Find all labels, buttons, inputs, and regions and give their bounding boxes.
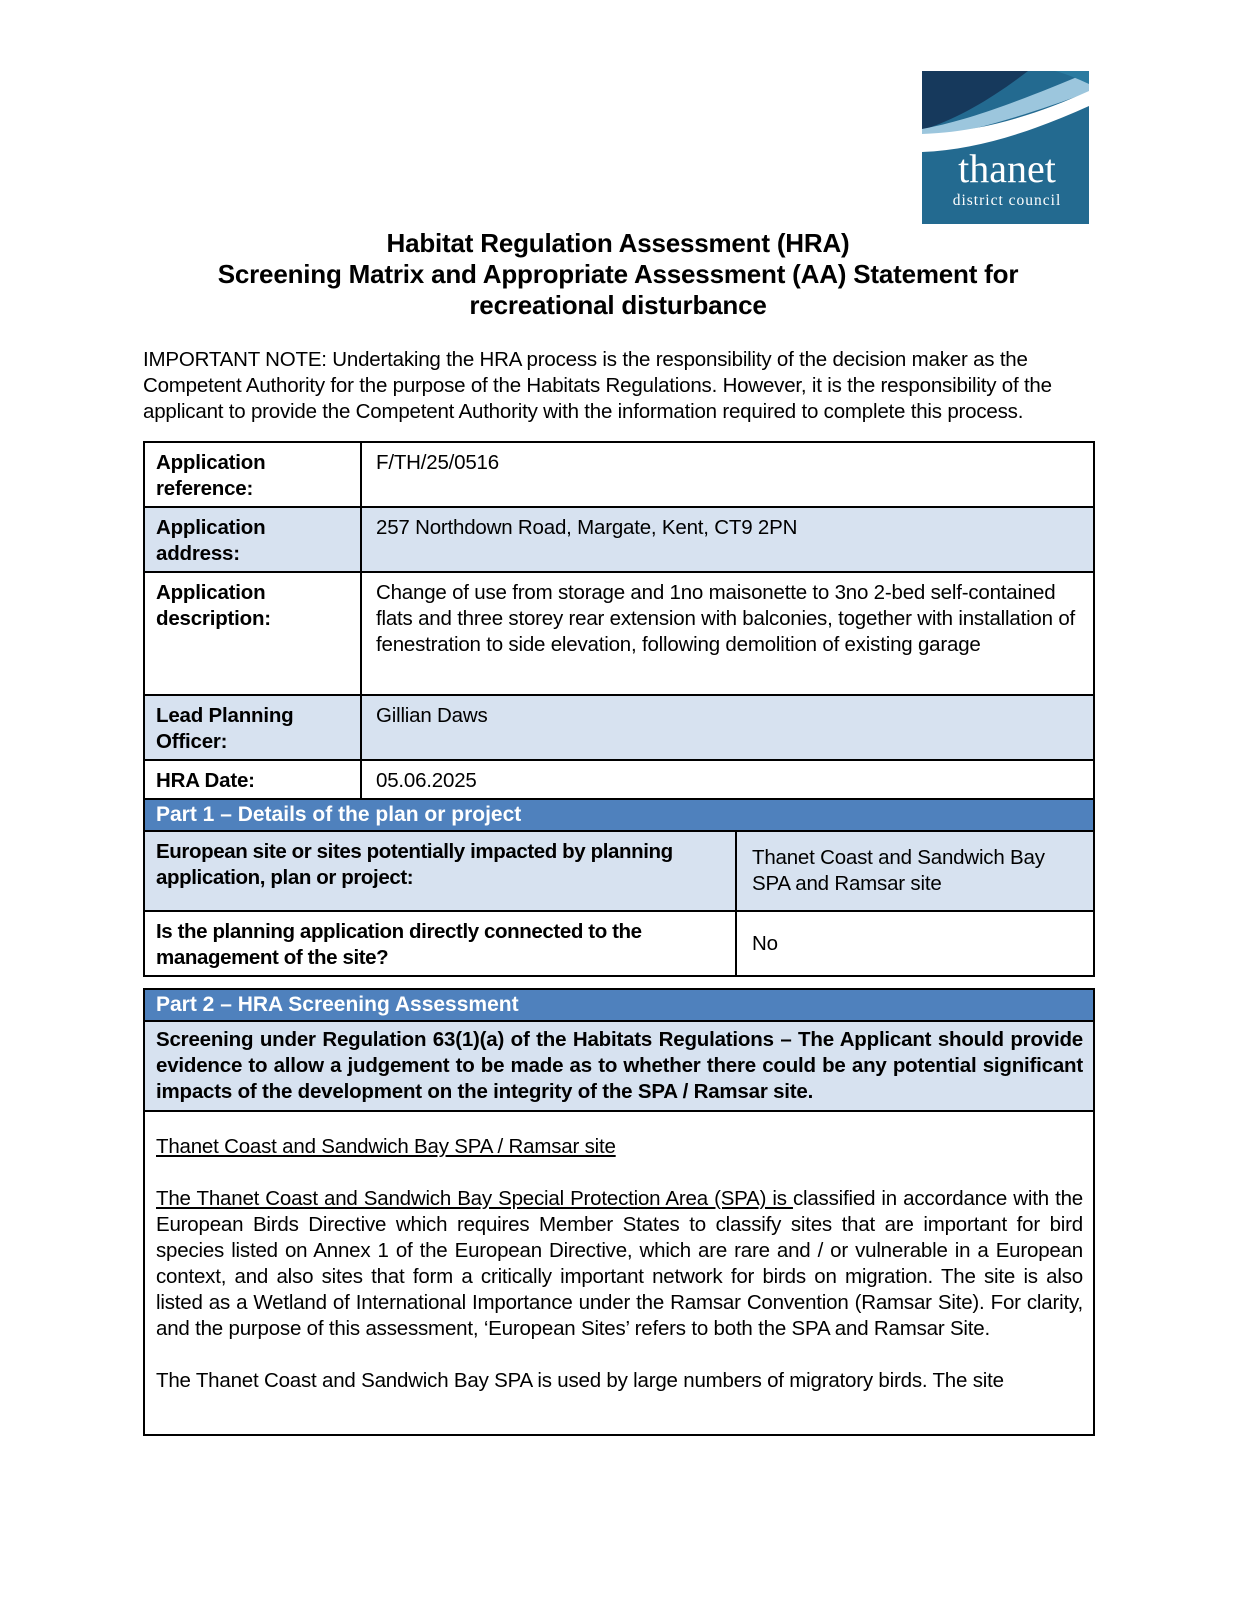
screening-body-row bbox=[144, 1111, 1094, 1435]
part1-header-row bbox=[144, 799, 1094, 831]
table-row bbox=[144, 572, 1094, 695]
spa-paragraph-rest: classified in accordance with the European Birds Directive which requires Member States to classify sites that are important for bird species listed on Annex 1 of the European Directive, which are rare and / or vulnerable in a European context, and also sites that form a critically important network for birds on migration. The site is also listed as a Wetland of International Importance under the Ramsar Convention (Ramsar Site). For clarity, and the purpose of this assessment, ‘European Sites’ refers to both the SPA and Ramsar Site. bbox=[156, 1187, 1083, 1340]
document-title bbox=[143, 228, 1093, 321]
spa-paragraph-underlined-lead: The Thanet Coast and Sandwich Bay Special Protection Area (SPA) is bbox=[156, 1187, 793, 1210]
screening-body bbox=[144, 1111, 1094, 1435]
spa-description-paragraph bbox=[156, 1186, 1083, 1342]
european-site-question: European site or sites potentially impacted by planning application, plan or project: bbox=[144, 831, 736, 911]
title-line-1: Habitat Regulation Assessment (HRA) bbox=[386, 228, 850, 258]
table-row bbox=[144, 507, 1094, 572]
important-note: IMPORTANT NOTE: Undertaking the HRA process is the responsibility of the decision maker as the Competent Authority for the purpose of the Habitats Regulations. However, it is the responsibility of the applicant to provide the Competent Authority with the information required to complete this process. bbox=[143, 348, 1052, 423]
application-reference-value: F/TH/25/0516 bbox=[361, 442, 1094, 507]
european-site-answer: Thanet Coast and Sandwich Bay SPA and Ramsar site bbox=[736, 831, 1094, 911]
part2-header-row bbox=[144, 989, 1094, 1021]
title-line-3: recreational disturbance bbox=[469, 290, 767, 320]
screening-statement-row bbox=[144, 1021, 1094, 1111]
application-details-table bbox=[143, 441, 1095, 811]
part2-table bbox=[143, 988, 1095, 1436]
table-row bbox=[144, 442, 1094, 507]
hra-date-label: HRA Date: bbox=[144, 760, 361, 810]
table-row bbox=[144, 831, 1094, 911]
application-description-label: Application description: bbox=[144, 572, 361, 695]
logo-wordmark: thanet bbox=[958, 146, 1056, 191]
hra-date-value: 05.06.2025 bbox=[361, 760, 1094, 810]
part1-header: Part 1 – Details of the plan or project bbox=[144, 799, 1094, 831]
management-connection-question: Is the planning application directly connected to the management of the site? bbox=[144, 911, 736, 976]
application-address-label: Application address: bbox=[144, 507, 361, 572]
part1-table bbox=[143, 798, 1095, 977]
table-row bbox=[144, 911, 1094, 976]
title-line-2: Screening Matrix and Appropriate Assessment (AA) Statement for bbox=[217, 259, 1019, 289]
lead-planning-officer-value: Gillian Daws bbox=[361, 695, 1094, 760]
lead-planning-officer-label: Lead Planning Officer: bbox=[144, 695, 361, 760]
application-description-value: Change of use from storage and 1no maisonette to 3no 2-bed self-contained flats and three storey rear extension with balconies, together with installation of fenestration to side elevation, following demolition of existing garage bbox=[361, 572, 1094, 695]
spa-section-heading: Thanet Coast and Sandwich Bay SPA / Ramsar site bbox=[156, 1135, 616, 1158]
screening-statement: Screening under Regulation 63(1)(a) of the Habitats Regulations – The Applicant should provide evidence to allow a judgement to be made as to whether there could be any potential significant impacts of the development on the integrity of the SPA / Ramsar site. bbox=[144, 1021, 1094, 1111]
logo-subtitle: district council bbox=[952, 192, 1062, 209]
part2-header: Part 2 – HRA Screening Assessment bbox=[144, 989, 1094, 1021]
application-address-value: 257 Northdown Road, Margate, Kent, CT9 2PN bbox=[361, 507, 1094, 572]
application-reference-label: Application reference: bbox=[144, 442, 361, 507]
migratory-birds-paragraph: The Thanet Coast and Sandwich Bay SPA is used by large numbers of migratory birds. The site bbox=[156, 1369, 1004, 1392]
management-connection-answer: No bbox=[736, 911, 1094, 976]
table-row bbox=[144, 695, 1094, 760]
logo-graphic bbox=[922, 71, 1089, 224]
thanet-logo bbox=[922, 71, 1089, 224]
